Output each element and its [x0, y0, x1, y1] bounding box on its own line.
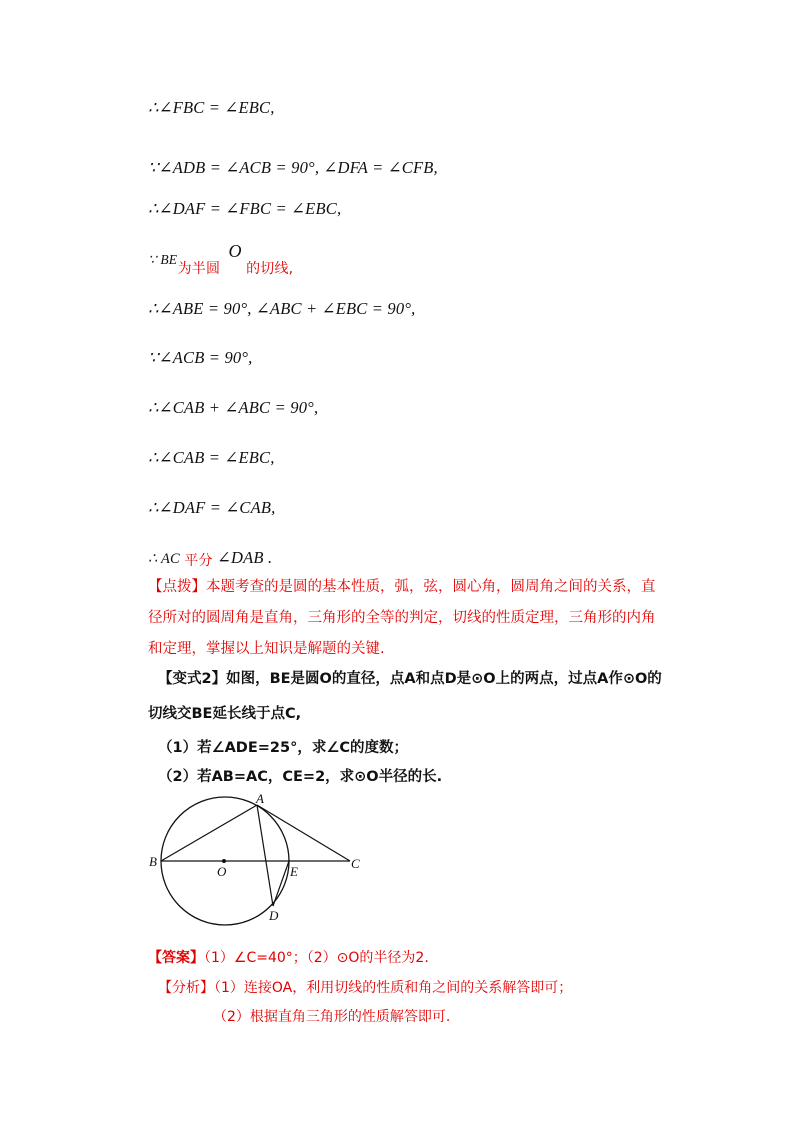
line-ba	[161, 805, 257, 861]
proof-line-1: ∴∠FBC = ∠EBC,	[148, 98, 275, 117]
analysis-line-1	[158, 977, 572, 997]
analysis-line-2: （2）根据直角三角形的性质解答即可.	[213, 1009, 451, 1025]
label-b: B	[149, 854, 157, 869]
proof-line-4: ∴∠ABE = 90°, ∠ABC + ∠EBC = 90°,	[148, 299, 416, 318]
label-e: E	[290, 864, 298, 879]
analysis-text-1: （1）连接OA，利用切线的性质和角之间的关系解答即可；	[214, 980, 573, 996]
answer-text: （1）∠C=40°；（2）⊙O的半径为2.	[204, 950, 429, 966]
tangent-o: O	[228, 241, 242, 261]
variant-line-2: 切线交BE延长线于点C,	[148, 706, 302, 722]
proof-line-8: ∴∠DAF = ∠CAB,	[148, 498, 276, 517]
proof-line-6: ∴∠CAB + ∠ABC = 90°,	[148, 398, 319, 417]
answer-line	[148, 947, 429, 967]
label-o: O	[217, 864, 227, 879]
line-ad	[257, 805, 273, 906]
label-d: D	[269, 908, 279, 923]
question-1: （1）若∠ADE=25°，求∠C的度数；	[158, 740, 408, 756]
proof-line-7: ∴∠CAB = ∠EBC,	[148, 448, 275, 467]
proof-line-bisect	[148, 548, 272, 568]
question-2: （2）若AB=AC，CE=2，求⊙O半径的长.	[158, 769, 443, 785]
center-point	[222, 859, 226, 863]
line-de	[273, 861, 289, 906]
bisect-prefix: ∴ AC	[148, 551, 180, 567]
bisect-mid: 平分	[184, 553, 213, 569]
proof-line-tangent	[148, 241, 294, 277]
proof-line-2: ∵∠ADB = ∠ACB = 90°, ∠DFA = ∠CFB,	[148, 158, 438, 177]
tangent-prefix: ∵ BE	[148, 252, 178, 267]
line-ac	[257, 805, 350, 861]
analysis-tag: 【分析】	[158, 980, 214, 996]
tangent-mid: 为半圆	[177, 261, 221, 277]
hint-paragraph: 【点拨】本题考查的是圆的基本性质，弧，弦，圆心角，圆周角之间的关系，直径所对的圆周角是直角，三角形的全等的判定，切线的性质定理，三角形的内角和定理，掌握以上知识是解题的关键.	[148, 579, 656, 657]
geometry-figure	[145, 790, 375, 930]
label-c: C	[351, 856, 360, 871]
proof-line-3: ∴∠DAF = ∠FBC = ∠EBC,	[148, 199, 342, 218]
bisect-suffix: ∠DAB .	[216, 548, 273, 567]
tangent-suffix: 的切线,	[246, 261, 294, 277]
variant-line-1: 【变式2】如图，BE是圆O的直径，点A和点D是⊙O上的两点，过点A作⊙O的	[158, 671, 662, 687]
label-a: A	[256, 791, 264, 806]
proof-line-5: ∵∠ACB = 90°,	[148, 348, 253, 367]
answer-tag: 【答案】	[148, 950, 204, 966]
